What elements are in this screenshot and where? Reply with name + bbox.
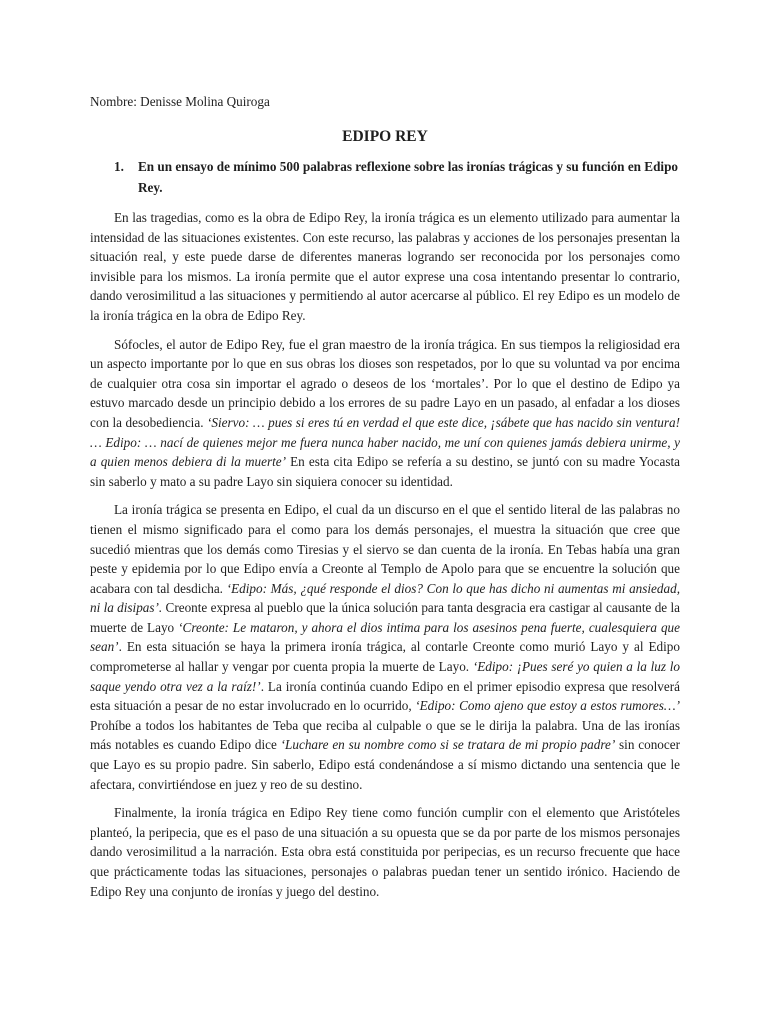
quotation: ‘Edipo: Como ajeno que estoy a estos rumores…’ (415, 698, 680, 714)
paragraph-text: Prohíbe a todos los habitantes de Teba que reciba al culpable o que se le dirija la palabra. Una de las ironías más notables es cuando Edipo dice (90, 717, 680, 753)
question-text: En un ensayo de mínimo 500 palabras reflexione sobre las ironías trágicas y su función en Edipo Rey. (138, 159, 679, 195)
paragraph-text: En esta cita Edipo se refería a su destino, se juntó con su madre Yocasta sin saberlo y mato a su padre Layo sin siquiera conocer su identidad. (90, 454, 680, 489)
quotation: ‘Siervo: … pues si eres tú en verdad el que este dice, ¡sábete que has nacido sin ventura! … Edipo: … nací de quienes mejor me fuera nunca haber nacido, me uní con quienes jamás debiera unirme, y a quien menos debiera di la muerte’ (90, 414, 680, 470)
paragraph-text: Finalmente, la ironía trágica en Edipo Rey tiene como función cumplir con el elemento que Aristóteles planteó, la peripecia, que es el paso de una situación a su opuesta que se da por parte de los mismos personajes dando verosimilitud a la narración. Esta obra está constituida por peripecias, es un recurso frecuente que hace que prácticamente todas las situaciones, personajes o palabras puedan tener un sentido irónico. Haciendo de Edipo Rey una conjunto de ironías y juego del destino. (90, 805, 680, 899)
essay-question (114, 157, 680, 198)
body-paragraph (90, 208, 680, 326)
quotation: ‘Edipo: ¡Pues seré yo quien a la luz lo saque yendo otra vez a la raíz!’ (90, 659, 681, 694)
quotation: ‘Edipo: Más, ¿qué responde el dios? Con lo que has dicho ni aumentas mi ansiedad, ni la disipas’. (90, 580, 680, 616)
question-number: 1. (114, 159, 124, 174)
body-paragraph (90, 803, 680, 901)
document-title: EDIPO REY (342, 128, 428, 145)
quotation: ‘Luchare en su nombre como si se tratara de mi propio padre’ (280, 737, 616, 753)
paragraph-text: La ironía trágica se presenta en Edipo, el cual da un discurso en el que el sentido literal de las palabras no tienen el mismo significado para el como para los demás personajes, el muestra la situación que cree que sucedió mientras que los demás como Tiresias y el siervo se dan cuenta de la ironía. En Tebas había una gran peste y epidemia por lo que Edipo envía a Creonte al Templo de Apolo para que se encuentre la solución que acabara con tal desdicha. (90, 502, 680, 596)
author-line: Nombre: Denisse Molina Quiroga (90, 94, 270, 109)
paragraph-text: . La ironía continúa cuando Edipo en el primer episodio expresa que resolverá esta situación a pesar de no estar involucrado en lo ocurrido, (90, 678, 680, 714)
paragraph-text: Creonte expresa al pueblo que la única solución para tanta desgracia era castigar al causante de la muerte de Layo (90, 600, 680, 635)
body-paragraph (90, 335, 680, 492)
paragraph-text: Sófocles, el autor de Edipo Rey, fue el gran maestro de la ironía trágica. En sus tiempos la religiosidad era un aspecto importante por lo que en sus obras los dioses son respetados, por lo que su voluntad va por encima de cualquier otra cosa sin importar el agrado o deseos de los ‘mortales’. Por lo que el destino de Edipo ya estuvo marcado desde un principio debido a los errores de su padre Layo en un pasado, al enfadar a los dioses con la desobediencia. (90, 336, 680, 430)
paragraph-text: . En esta situación se haya la primera ironía trágica, al contarle Creonte como murió Layo y al Edipo comprometerse al hallar y vengar por cuenta propia la muerte de Layo. (90, 639, 680, 675)
paragraph-text: sin conocer que Layo es su propio padre. Sin saberlo, Edipo está condenándose a sí mismo dictando una sentencia que le afectara, convirtiéndose en juez y reo de su destino. (90, 737, 680, 792)
body-paragraph (90, 500, 680, 794)
quotation: ‘Creonte: Le mataron, y ahora el dios intima para los asesinos pena fuerte, cualesquiera que sean’ (90, 619, 680, 655)
essay-body (90, 208, 680, 901)
paragraph-text: En las tragedias, como es la obra de Edipo Rey, la ironía trágica es un elemento utilizado para aumentar la intensidad de las situaciones existentes. Con este recurso, las palabras y acciones de los personajes presentan la situación real, y este puede darse de diferentes maneras logrando ser reconocida por los personajes como invisible para los mismos. La ironía permite que el autor exprese una cosa intentando presentar lo contrario, dando verosimilitud a las situaciones y permitiendo al autor acercarse al público. El rey Edipo es un modelo de la ironía trágica en la obra de Edipo Rey. (90, 210, 680, 323)
